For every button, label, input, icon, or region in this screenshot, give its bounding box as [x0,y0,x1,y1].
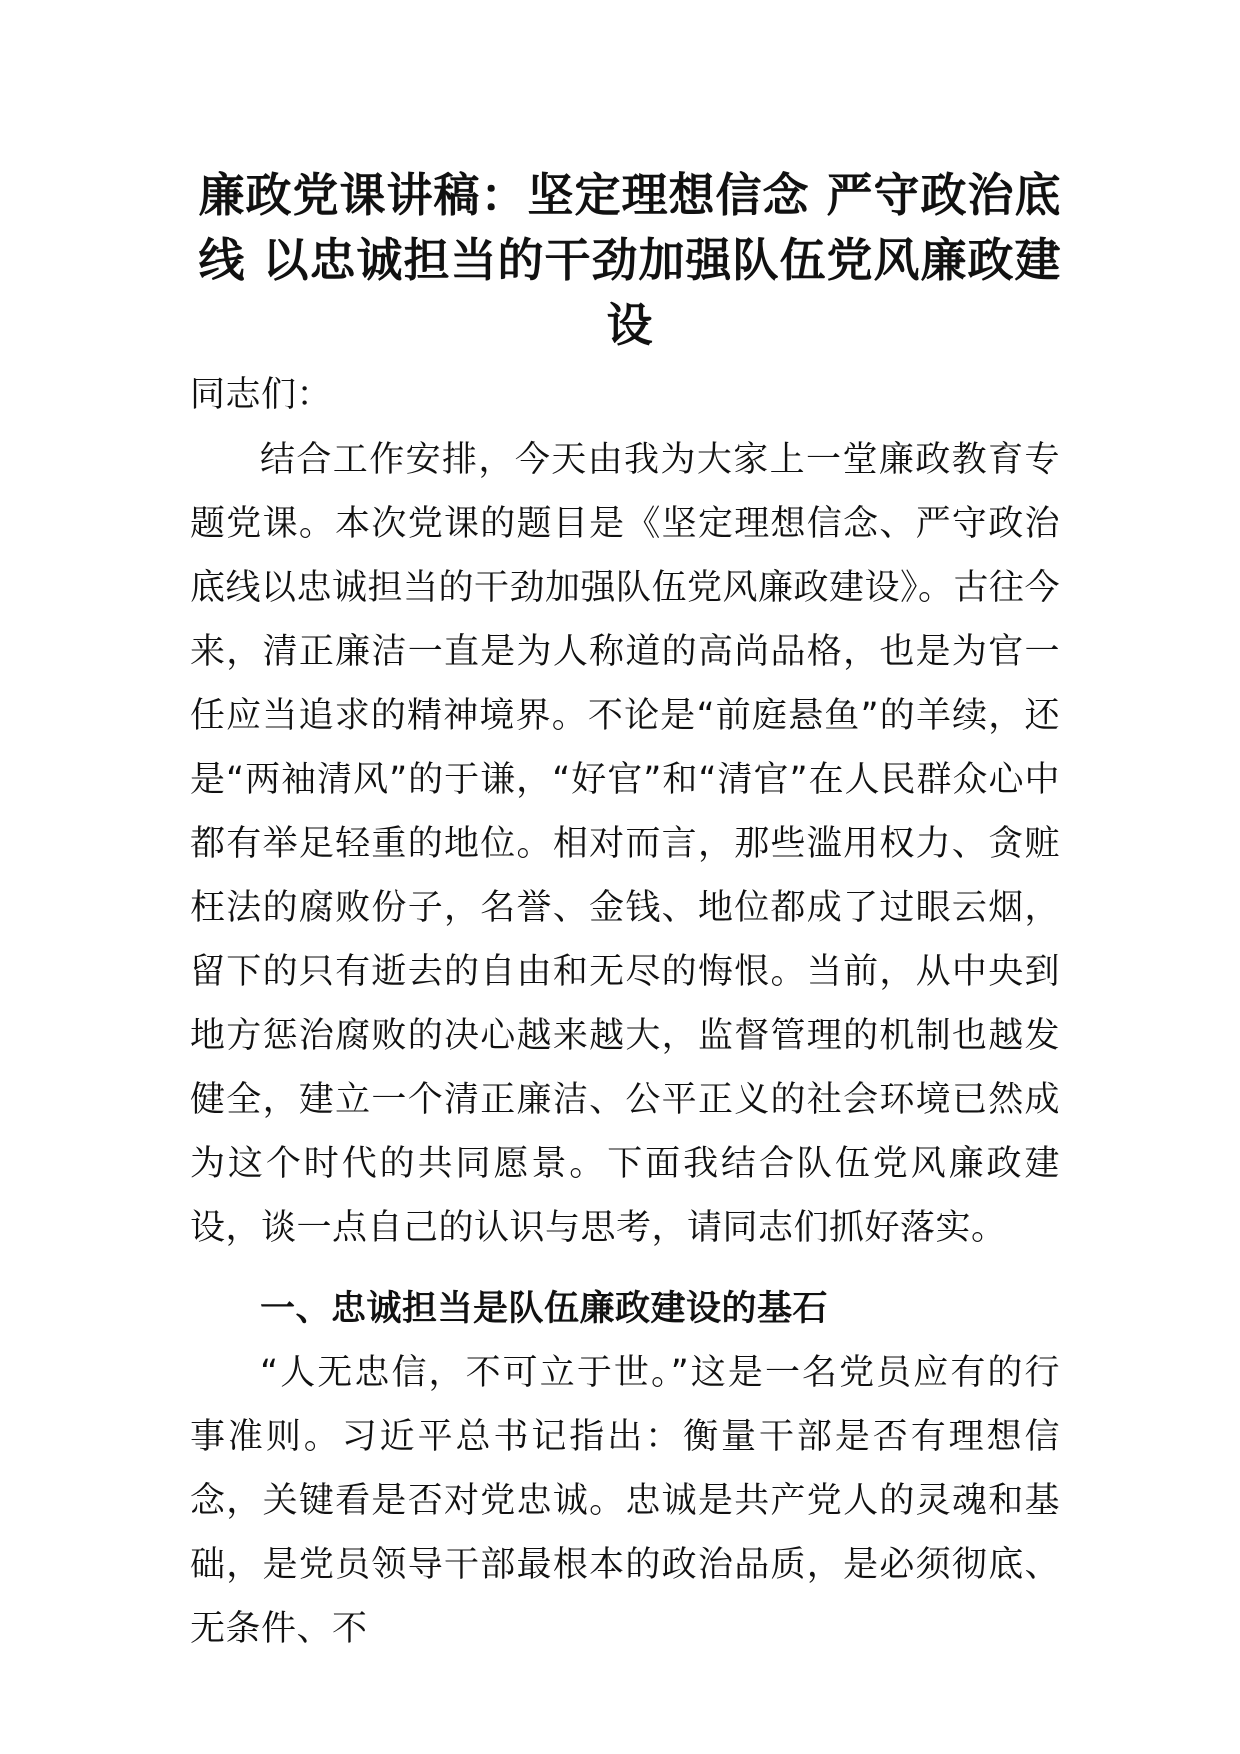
section-heading-1: 一、忠诚担当是队伍廉政建设的基石 [260,1289,829,1329]
salutation: 同志们： [190,375,333,415]
paragraph-section-1: “人无忠信，不可立于世。”这是一名党员应有的行事准则。习近平总书记指出：衡量干部是否有理想信念，关键看是否对党忠诚。忠诚是共产党人的灵魂和基础，是党员领导干部最根本的政治品质，是必须彻底、无条件、不 [190,1353,1060,1649]
document-title: 廉政党课讲稿：坚定理想信念 严守政治底线 以忠诚担当的干劲加强队伍党风廉政建设 [198,168,1062,352]
paragraph-intro: 结合工作安排，今天由我为大家上一堂廉政教育专题党课。本次党课的题目是《坚定理想信念、严守政治底线以忠诚担当的干劲加强队伍党风廉政建设》。古往今来，清正廉洁一直是为人称道的高尚品格，也是为官一任应当追求的精神境界。不论是“前庭悬鱼”的羊续，还是“两袖清风”的于谦，“好官”和“清官”在人民群众心中都有举足轻重的地位。相对而言，那些滥用权力、贪赃枉法的腐败份子，名誉、金钱、地位都成了过眼云烟，留下的只有逝去的自由和无尽的悔恨。当前，从中央到地方惩治腐败的决心越来越大，监督管理的机制也越发健全，建立一个清正廉洁、公平正义的社会环境已然成为这个时代的共同愿景。下面我结合队伍党风廉政建设，谈一点自己的认识与思考，请同志们抓好落实。 [190,440,1061,1248]
